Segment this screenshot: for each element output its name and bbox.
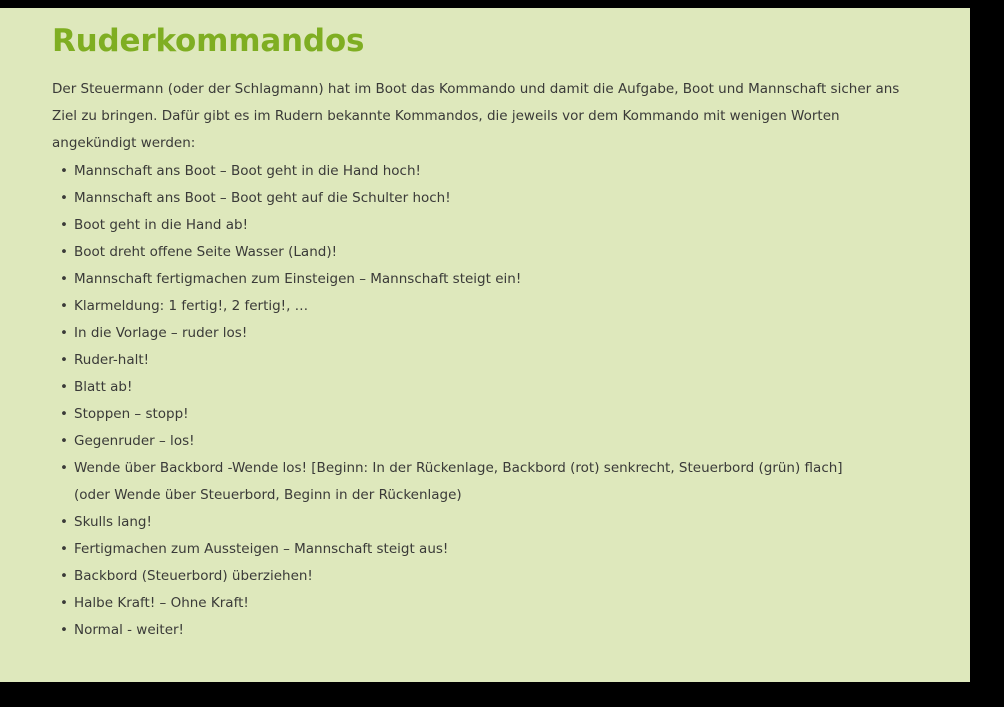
content-panel	[0, 8, 970, 682]
bullet-icon: •	[60, 622, 68, 638]
list-item-label: Blatt ab!	[74, 379, 133, 395]
list-item	[52, 428, 932, 455]
page-title: Ruderkommandos	[52, 23, 365, 59]
list-item-label: Ruder-halt!	[74, 352, 150, 368]
list-item	[52, 617, 932, 644]
bullet-icon: •	[60, 541, 68, 557]
list-item-label: Fertigmachen zum Aussteigen – Mannschaft steigt aus!	[74, 541, 449, 557]
list-item-label: Wende über Backbord -Wende los! [Beginn: In der Rückenlage, Backbord (rot) senkrecht, Steuerbord (grün) flach]	[74, 460, 843, 476]
list-item-label: Stoppen – stopp!	[74, 406, 189, 422]
list-item-label: Normal - weiter!	[74, 622, 184, 638]
list-item-sublabel: (oder Wende über Steuerbord, Beginn in der Rückenlage)	[74, 487, 462, 503]
list-item-label: Skulls lang!	[74, 514, 152, 530]
bullet-icon: •	[60, 244, 68, 260]
list-item	[52, 239, 932, 266]
list-item	[52, 536, 932, 563]
list-item	[52, 374, 932, 401]
list-item	[52, 293, 932, 320]
bullet-icon: •	[60, 352, 68, 368]
rowing-commands-list	[52, 158, 932, 644]
list-item-label: Mannschaft fertigmachen zum Einsteigen – Mannschaft steigt ein!	[74, 271, 522, 287]
list-item-label: Boot dreht offene Seite Wasser (Land)!	[74, 244, 338, 260]
bullet-icon: •	[60, 217, 68, 233]
list-item-label: Mannschaft ans Boot – Boot geht auf die Schulter hoch!	[74, 190, 451, 206]
bullet-icon: •	[60, 163, 68, 179]
list-item	[52, 509, 932, 536]
bullet-icon: •	[60, 433, 68, 449]
intro-paragraph: Der Steuermann (oder der Schlagmann) hat im Boot das Kommando und damit die Aufgabe, Boot und Mannschaft sicher ans Ziel zu bringen. Dafür gibt es im Rudern bekannte Kommandos, die jeweils vor dem Kommando mit wenigen Worten angekündigt werden:	[52, 81, 900, 151]
bullet-icon: •	[60, 271, 68, 287]
list-item	[52, 158, 932, 185]
bullet-icon: •	[60, 325, 68, 341]
bullet-icon: •	[60, 190, 68, 206]
bullet-icon: •	[60, 379, 68, 395]
bullet-icon: •	[60, 406, 68, 422]
list-item-label: Halbe Kraft! – Ohne Kraft!	[74, 595, 249, 611]
list-item-label: Backbord (Steuerbord) überziehen!	[74, 568, 313, 584]
bullet-icon: •	[60, 568, 68, 584]
bullet-icon: •	[60, 460, 68, 476]
list-item	[52, 455, 932, 509]
bullet-icon: •	[60, 298, 68, 314]
list-item	[52, 320, 932, 347]
list-item-label: Mannschaft ans Boot – Boot geht in die Hand hoch!	[74, 163, 421, 179]
list-item	[52, 401, 932, 428]
bullet-icon: •	[60, 514, 68, 530]
list-item	[52, 266, 932, 293]
list-item-label: Gegenruder – los!	[74, 433, 195, 449]
list-item	[52, 185, 932, 212]
list-item-label: In die Vorlage – ruder los!	[74, 325, 248, 341]
bullet-icon: •	[60, 595, 68, 611]
list-item	[52, 563, 932, 590]
list-item-label: Klarmeldung: 1 fertig!, 2 fertig!, …	[74, 298, 309, 314]
list-item	[52, 347, 932, 374]
list-item-label: Boot geht in die Hand ab!	[74, 217, 248, 233]
list-item	[52, 212, 932, 239]
list-item	[52, 590, 932, 617]
